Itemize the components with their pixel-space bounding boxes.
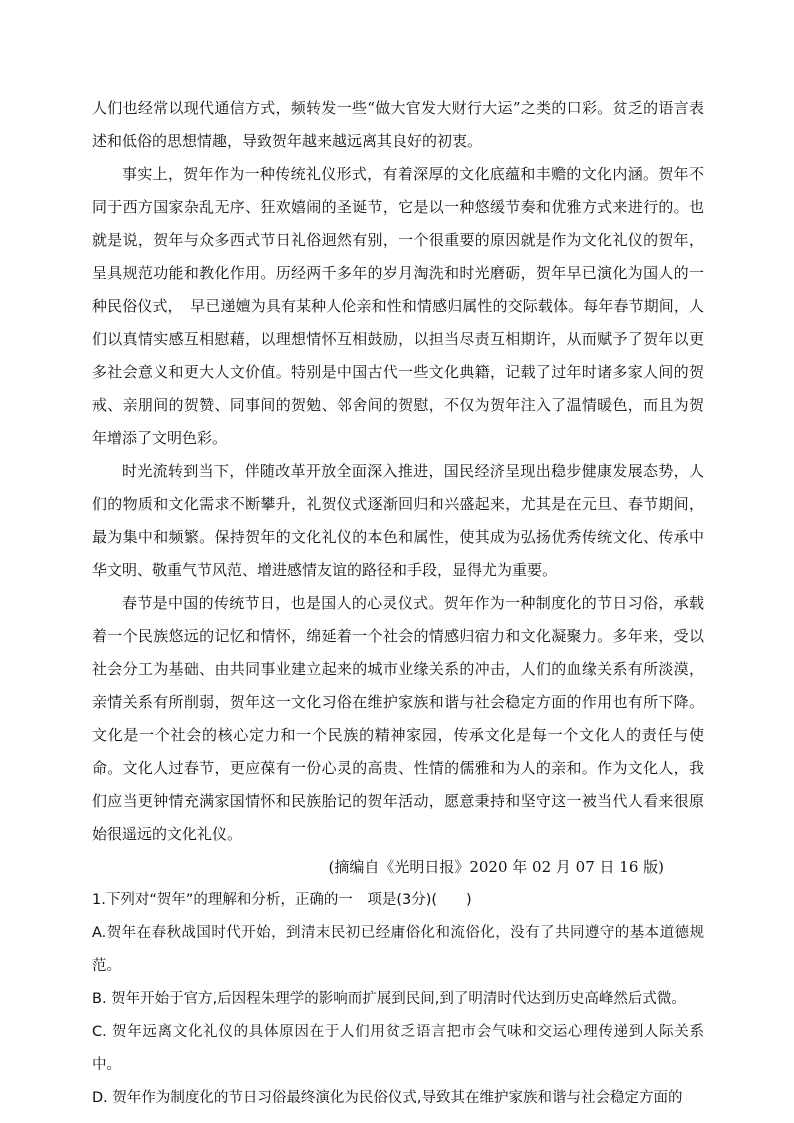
passage-paragraph-3: 春节是中国的传统节日，也是国人的心灵仪式。贺年作为一种制度化的节日习俗，承载着一个民族悠远的记忆和情怀，绵延着一个社会的情感归宿力和文化凝聚力。多年来，受以社会分工为基础、由共同事业建立起来的城市业缘关系的冲击，人们的血缘关系有所淡漠，亲情关系有所削弱，贺年这一文化习俗在维护家族和谐与社会稳定方面的作用也有所下降。文化是一个社会的核心定力和一个民族的精神家园，传承文化是每一个文化人的责任与使命。文化人过春节，更应葆有一份心灵的高贵、性情的儒雅和为人的亲和。作为文化人，我们应当更钟情充满家国情怀和民族胎记的贺年活动，愿意秉持和坚守这一被当代人看来很原始很遥远的文化礼仪。: [92, 594, 704, 843]
document-page: [92, 92, 704, 1115]
option-c: C. 贺年远离文化礼仪的具体原因在于人们用贫乏语言把市会气味和交运心理传递到人际关系中。: [92, 1024, 704, 1073]
option-a: A.贺年在春秋战国时代开始，到清末民初已经庸俗化和流俗化，没有了共同遵守的基本道德规范。: [92, 925, 704, 974]
option-d: D. 贺年作为制度化的节日习俗最终演化为民俗仪式,导致其在维护家族和谐与社会稳定方面的: [92, 1090, 683, 1106]
passage-paragraph-0: 人们也经常以现代通信方式，频转发一些“做大官发大财行大运”之类的口彩。贫乏的语言表述和低俗的思想情趣，导致贺年越来越远离其良好的初衷。: [92, 99, 704, 150]
question-stem: 1.下列对“贺年”的理解和分析，正确的一 项是(3分)( ): [92, 892, 472, 908]
passage-paragraph-2: 时光流转到当下，伴随改革开放全面深入推进，国民经济呈现出稳步健康发展态势，人们的物质和文化需求不断攀升，礼贺仪式逐渐回归和兴盛起来，尤其是在元旦、春节期间，最为集中和频繁。保持贺年的文化礼仪的本色和属性，使其成为弘扬优秀传统文化、传承中华文明、敬重气节风范、增进感情友谊的路径和手段，显得尤为重要。: [92, 462, 704, 579]
passage-paragraph-1: 事实上，贺年作为一种传统礼仪形式，有着深厚的文化底蕴和丰赡的文化内涵。贺年不同于西方国家杂乱无序、狂欢嬉闹的圣诞节，它是以一种悠缓节奏和优雅方式来进行的。也就是说，贺年与众多西式节日礼俗迥然有别，一个很重要的原因就是作为文化礼仪的贺年，呈具规范功能和教化作用。历经两千多年的岁月淘洗和时光磨砺，贺年早已演化为国人的一种民俗仪式， 早已递嬗为具有某种人伦亲和性和情感归属性的交际载体。每年春节期间，人们以真情实感互相慰藉，以理想情怀互相鼓励，以担当尽责互相期许，从而赋予了贺年以更多社会意义和更大人文价值。特别是中国古代一些文化典籍，记载了过年时诸多家人间的贺戒、亲朋间的贺赞、同事间的贺勉、邻舍间的贺慰，不仅为贺年注入了温情暖色，而且为贺年增添了文明色彩。: [92, 165, 704, 447]
option-b: B. 贺年开始于官方,后因程朱理学的影响而扩展到民间,到了明清时代达到历史高峰然后式微。: [92, 991, 686, 1007]
passage-source: (摘编自《光明日报》2020 年 02 月 07 日 16 版): [328, 858, 664, 876]
